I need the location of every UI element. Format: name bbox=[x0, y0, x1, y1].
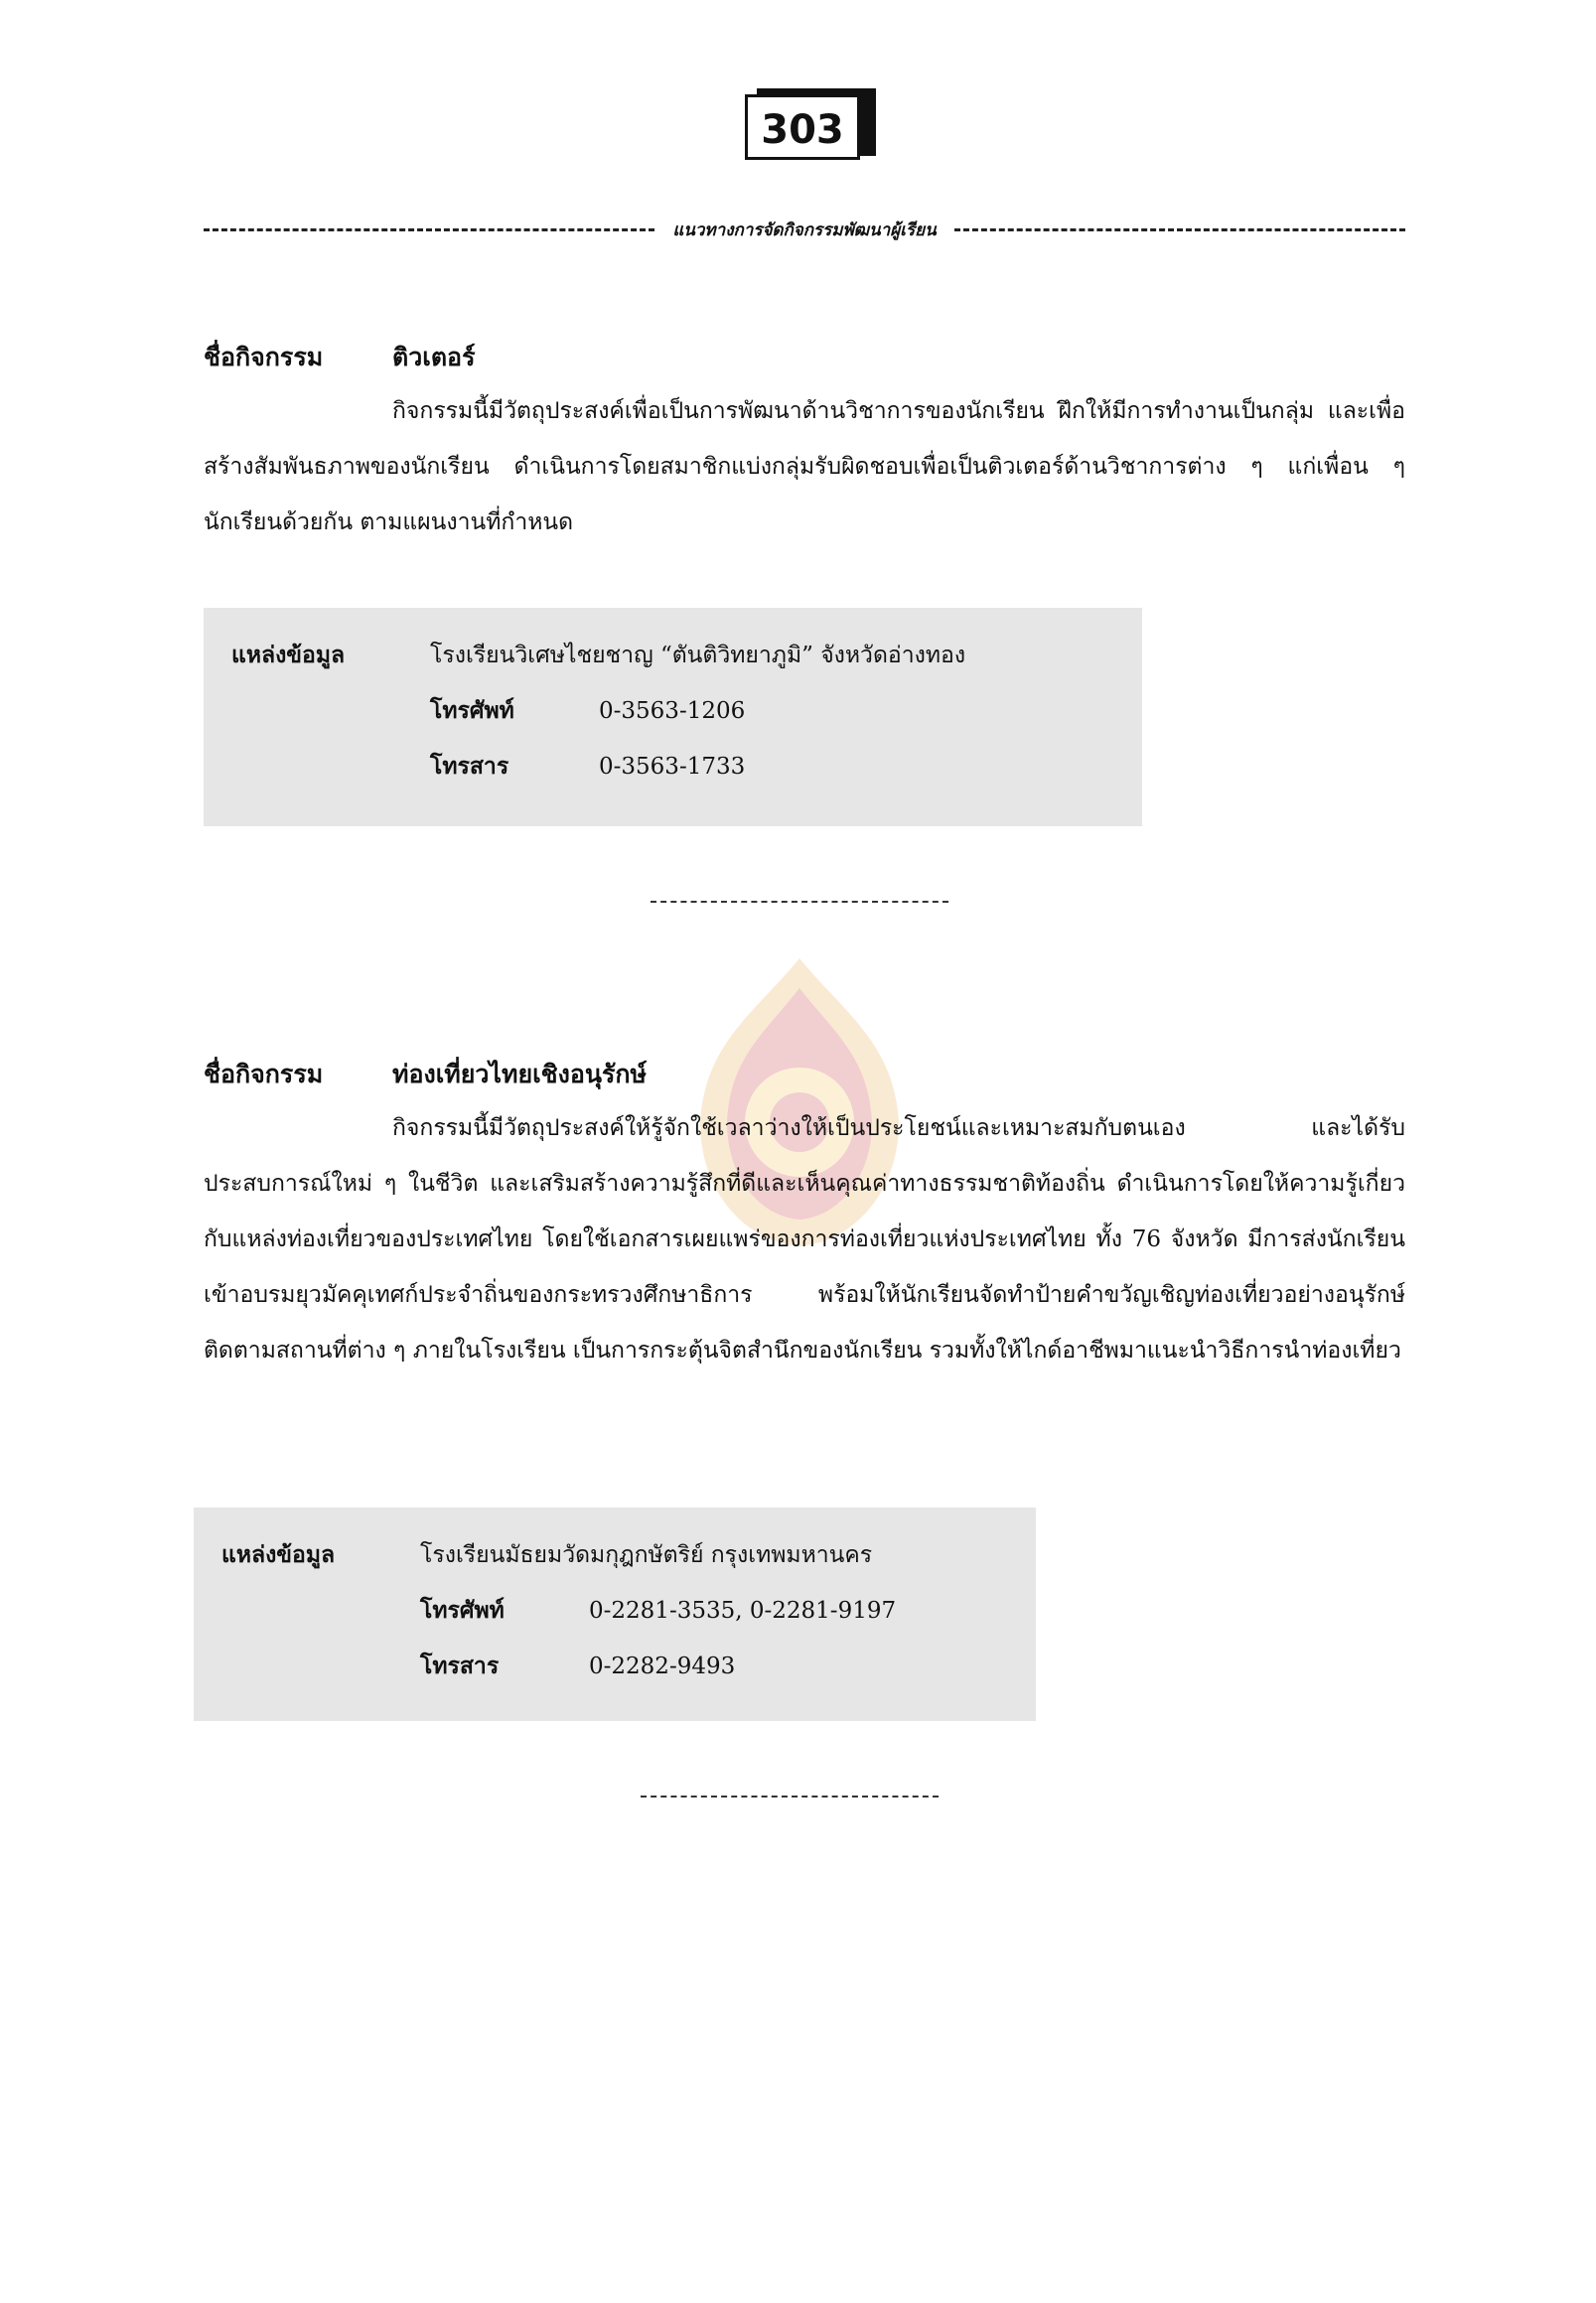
activity-name-label: ชื่อกิจกรรม bbox=[204, 343, 324, 371]
activity-description: กิจกรรมนี้มีวัตถุประสงค์เพื่อเป็นการพัฒนาด้านวิชาการของนักเรียน ฝึกให้มีการทำงานเป็นกลุ่ม และเพื่อสร้างสัมพันธภาพของนักเรียน ดำเนินการโดยสมาชิกแบ่งกลุ่มรับผิดชอบเพื่อเป็นติวเตอร์ด้านวิชาการต่าง ๆ แก่เพื่อน ๆ นักเรียนด้วยกัน ตามแผนงานที่กำหนด bbox=[204, 398, 1405, 535]
phone-row bbox=[221, 1583, 1008, 1639]
fax-value: 0-3563-1733 bbox=[599, 754, 746, 780]
activity-name-row bbox=[204, 1055, 1405, 1094]
phone-value: 0-2281-3535, 0-2281-9197 bbox=[589, 1598, 897, 1624]
activity-name: ติวเตอร์ bbox=[392, 343, 476, 371]
fax-row bbox=[221, 1639, 1008, 1694]
activity-name-label: ชื่อกิจกรรม bbox=[204, 1060, 324, 1088]
section-separator bbox=[641, 1796, 939, 1798]
section-separator bbox=[651, 901, 948, 903]
source-label: แหล่งข้อมูล bbox=[221, 1541, 336, 1568]
source-box-2 bbox=[194, 1508, 1036, 1721]
activity-2 bbox=[204, 1055, 1405, 1378]
source-row bbox=[231, 628, 1114, 683]
source-name: โรงเรียนวิเศษไชยชาญ “ตันติวิทยาภูมิ” จังหวัดอ่างทอง bbox=[430, 643, 966, 668]
header-rule-right bbox=[954, 228, 1405, 231]
fax-row bbox=[231, 739, 1114, 794]
activity-1 bbox=[204, 338, 1405, 550]
phone-row bbox=[231, 683, 1114, 739]
activity-description: กิจกรรมนี้มีวัตถุประสงค์ให้รู้จักใช้เวลาว่างให้เป็นประโยชน์และเหมาะสมกับตนเอง และได้รับประสบการณ์ใหม่ ๆ ในชีวิต และเสริมสร้างความรู้สึกที่ดีและเห็นคุณค่าทางธรรมชาติท้องถิ่น ดำเนินการโดยให้ความรู้เกี่ยวกับแหล่งท่องเที่ยวของประเทศไทย โดยใช้เอกสารเผยแพร่ของการท่องเที่ยวแห่งประเทศไทย ทั้ง 76 จังหวัด มีการส่งนักเรียนเข้าอบรมยุวมัคคุเทศก์ประจำถิ่นของกระทรวงศึกษาธิการ พร้อมให้นักเรียนจัดทำป้ายคำขวัญเชิญท่องเที่ยวอย่างอนุรักษ์ติดตามสถานที่ต่าง ๆ ภายในโรงเรียน เป็นการกระตุ้นจิตสำนึกของนักเรียน รวมทั้งให้ไกด์อาชีพมาแนะนำวิธีการนำท่องเที่ยว bbox=[204, 1115, 1405, 1364]
page-number-box bbox=[745, 94, 864, 164]
header-rule-left bbox=[204, 228, 654, 231]
running-title: แนวทางการจัดกิจกรรมพัฒนาผู้เรียน bbox=[672, 219, 937, 240]
source-row bbox=[221, 1527, 1008, 1583]
source-name: โรงเรียนมัธยมวัดมกุฎกษัตริย์ กรุงเทพมหานคร bbox=[420, 1542, 873, 1568]
fax-label: โทรสาร bbox=[430, 753, 509, 780]
page-number: 303 bbox=[745, 94, 860, 160]
activity-name: ท่องเที่ยวไทยเชิงอนุรักษ์ bbox=[392, 1060, 647, 1088]
phone-value: 0-3563-1206 bbox=[599, 698, 746, 724]
source-box-1 bbox=[204, 608, 1142, 826]
activity-name-row bbox=[204, 338, 1405, 377]
fax-value: 0-2282-9493 bbox=[589, 1654, 736, 1679]
phone-label: โทรศัพท์ bbox=[420, 1597, 505, 1624]
phone-label: โทรศัพท์ bbox=[430, 697, 514, 724]
source-label: แหล่งข้อมูล bbox=[231, 642, 346, 668]
running-header bbox=[204, 215, 1405, 244]
fax-label: โทรสาร bbox=[420, 1653, 500, 1679]
